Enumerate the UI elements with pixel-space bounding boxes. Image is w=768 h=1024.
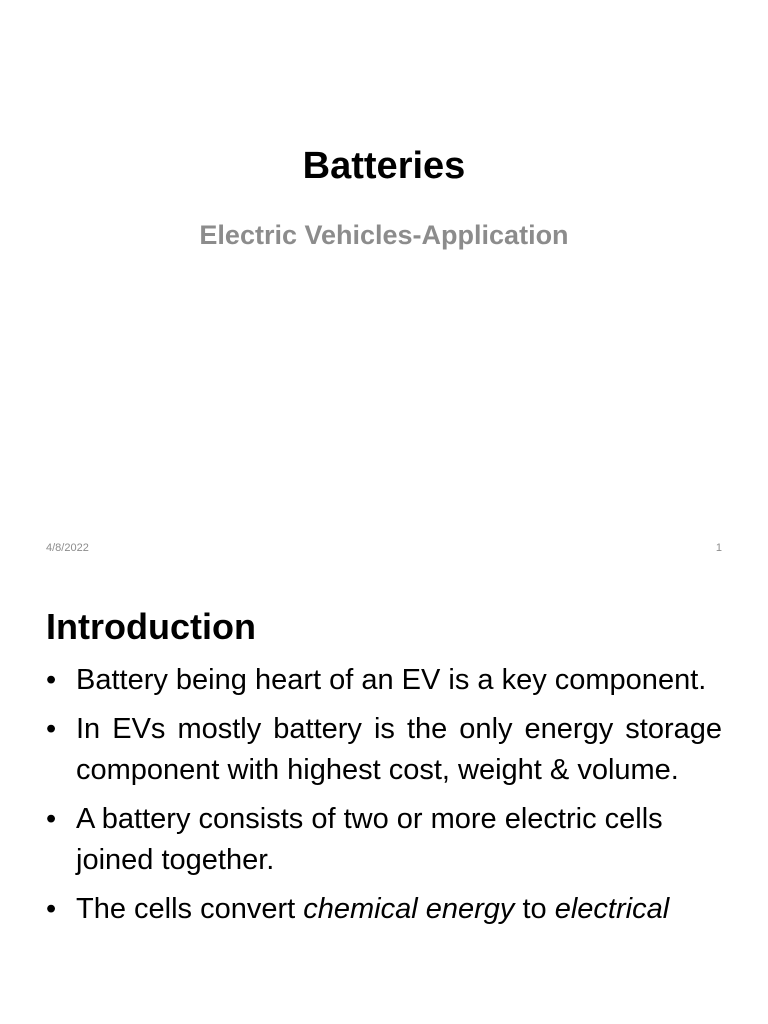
bullet-item bbox=[46, 709, 722, 791]
bullet-text: In EVs mostly battery is the only energy storage component with highest cost, weight & volume. bbox=[76, 713, 722, 786]
bullet-dot-icon: • bbox=[46, 664, 57, 696]
bullet-list bbox=[46, 660, 722, 938]
introduction-slide bbox=[0, 576, 768, 1024]
bullet-dot-icon: • bbox=[46, 803, 57, 835]
slide-title: Batteries bbox=[302, 145, 466, 187]
footer-date: 4/8/2022 bbox=[46, 542, 89, 554]
bullet-item bbox=[46, 799, 722, 881]
slide-subtitle: Electric Vehicles-Application bbox=[199, 220, 569, 250]
bullet-text-part: The cells convert bbox=[76, 893, 304, 925]
bullet-text: A battery consists of two or more electric cells joined together. bbox=[76, 803, 663, 876]
slide-heading: Introduction bbox=[46, 606, 256, 647]
bullet-item bbox=[46, 660, 722, 701]
bullet-text: Battery being heart of an EV is a key component. bbox=[76, 664, 707, 696]
bullet-item bbox=[46, 889, 722, 930]
footer-page-number: 1 bbox=[715, 542, 722, 554]
bullet-text-emphasis: chemical energy bbox=[303, 893, 515, 925]
bullet-dot-icon: • bbox=[46, 893, 57, 925]
bullet-text-part: to bbox=[514, 893, 555, 925]
bullet-text-emphasis: electrical bbox=[554, 893, 670, 925]
bullet-dot-icon: • bbox=[46, 713, 57, 745]
